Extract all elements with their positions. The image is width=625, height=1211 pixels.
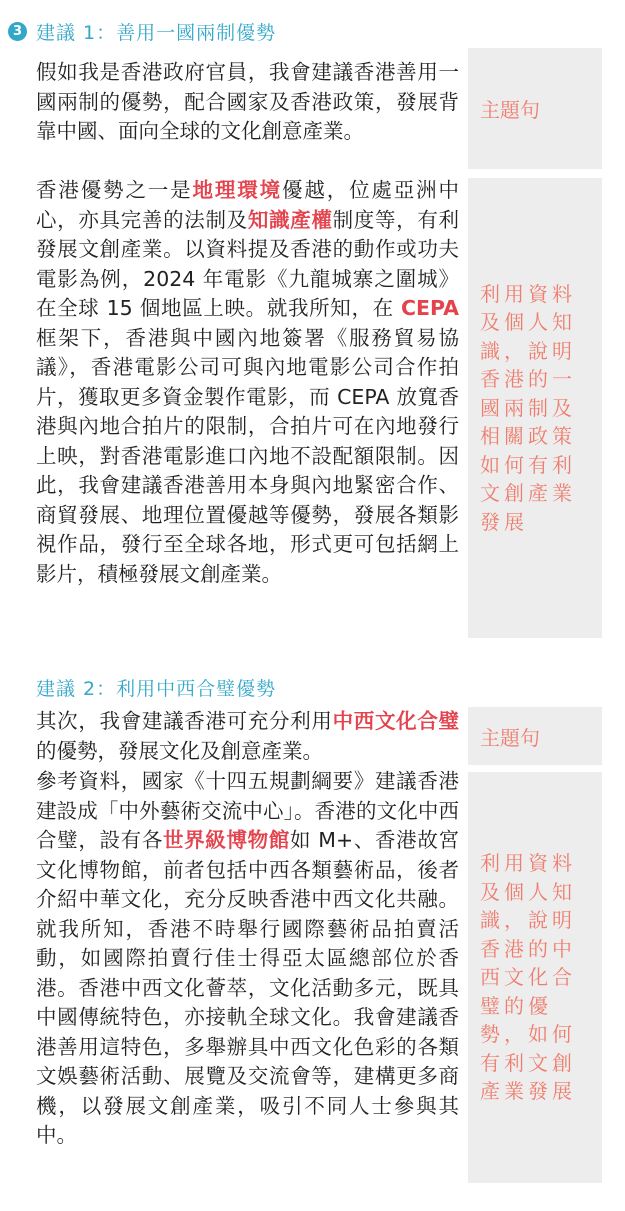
body-text: 香港優勢之一是 bbox=[36, 178, 193, 202]
section2-heading bbox=[36, 674, 276, 701]
section1-body bbox=[36, 176, 459, 589]
highlight-term: 世界級博物館 bbox=[162, 828, 290, 852]
section1-title: 建議 1：善用一國兩制優勢 bbox=[36, 22, 277, 44]
number-badge: 3 bbox=[8, 22, 27, 41]
section1-note: 利用資料及個人知識，說明香港的一國兩制及相關政策如何有利文創產業發展 bbox=[480, 281, 576, 534]
highlight-term: CEPA bbox=[400, 296, 459, 320]
section1-topic-sentence: 假如我是香港政府官員，我會建議香港善用一國兩制的優勢，配合國家及香港政策，發展背靠中國、面向全球的文化創意產業。 bbox=[36, 60, 459, 143]
section2-title: 建議 2：利用中西合璧優勢 bbox=[36, 678, 277, 700]
body-text: 參考資料，國家《十四五規劃綱要》建議香港建設成「中外藝術交流中心」。香港的文化中西合璧，設有各 bbox=[36, 769, 459, 852]
section2-note-box bbox=[468, 772, 602, 1183]
body-text: 其次，我會建議香港可充分利用 bbox=[36, 709, 333, 733]
body-text: 框架下，香港與中國內地簽署《服務貿易協議》，香港電影公司可與內地電影公司合作拍片，獲取更多資金製作電影，而 CEPA 放寬香港與內地合拍片的限制，合拍片可在內地發行上映，對香港電影進口內地不設配額限制。因此，我會建議香港善用本身與內地緊密合作、商貿發展、地理位置優越等優勢，發展各類影視作品，發行至全球各地，形式更可包括網上影片，積極發展文創產業。 bbox=[36, 325, 459, 586]
section1-note-box bbox=[468, 178, 602, 638]
section2-topic-sentence bbox=[36, 707, 459, 766]
highlight-term: 地理環境 bbox=[192, 178, 282, 202]
section2-topic-label: 主題句 bbox=[480, 725, 540, 750]
section2-note: 利用資料及個人知識，說明香港的中西文化合璧的優勢，如何有利文創產業發展 bbox=[480, 851, 576, 1104]
section2-body bbox=[36, 767, 459, 1151]
highlight-term: 知識產權 bbox=[247, 207, 333, 232]
body-text: 的優勢，發展文化及創意產業。 bbox=[36, 738, 323, 763]
highlight-term: 中西文化合璧 bbox=[332, 709, 459, 733]
body-text: 制度等，有利發展文創產業。以資料提及香港的動作或功夫電影為例，2024 年電影《九龍城寨之圍城》在全球 15 個地區上映。就我所知，在 bbox=[36, 207, 460, 320]
section1-heading bbox=[8, 18, 276, 45]
section2-topic-label-box bbox=[468, 707, 602, 765]
section1-topic-label-box bbox=[468, 48, 602, 169]
body-text: 優越，位處亞洲中心，亦具完善的法制及 bbox=[36, 178, 460, 232]
body-text: 如 M+、香港故宮文化博物館，前者包括中西各類藝術品，後者介紹中華文化，充分反映香港中西文化共融。就我所知，香港不時舉行國際藝術品拍賣活動，如國際拍賣行佳士得亞太區總部位於香港。香港中西文化薈萃，文化活動多元，既具中國傳統特色，亦接軌全球文化。我會建議香港善用這特色，多舉辦具中西文化色彩的各類文娛藝術活動、展覽及交流會等，建構更多商機，以發展文創產業，吸引不同人士參與其中。 bbox=[36, 828, 459, 1147]
section1-topic-label: 主題句 bbox=[480, 98, 540, 122]
